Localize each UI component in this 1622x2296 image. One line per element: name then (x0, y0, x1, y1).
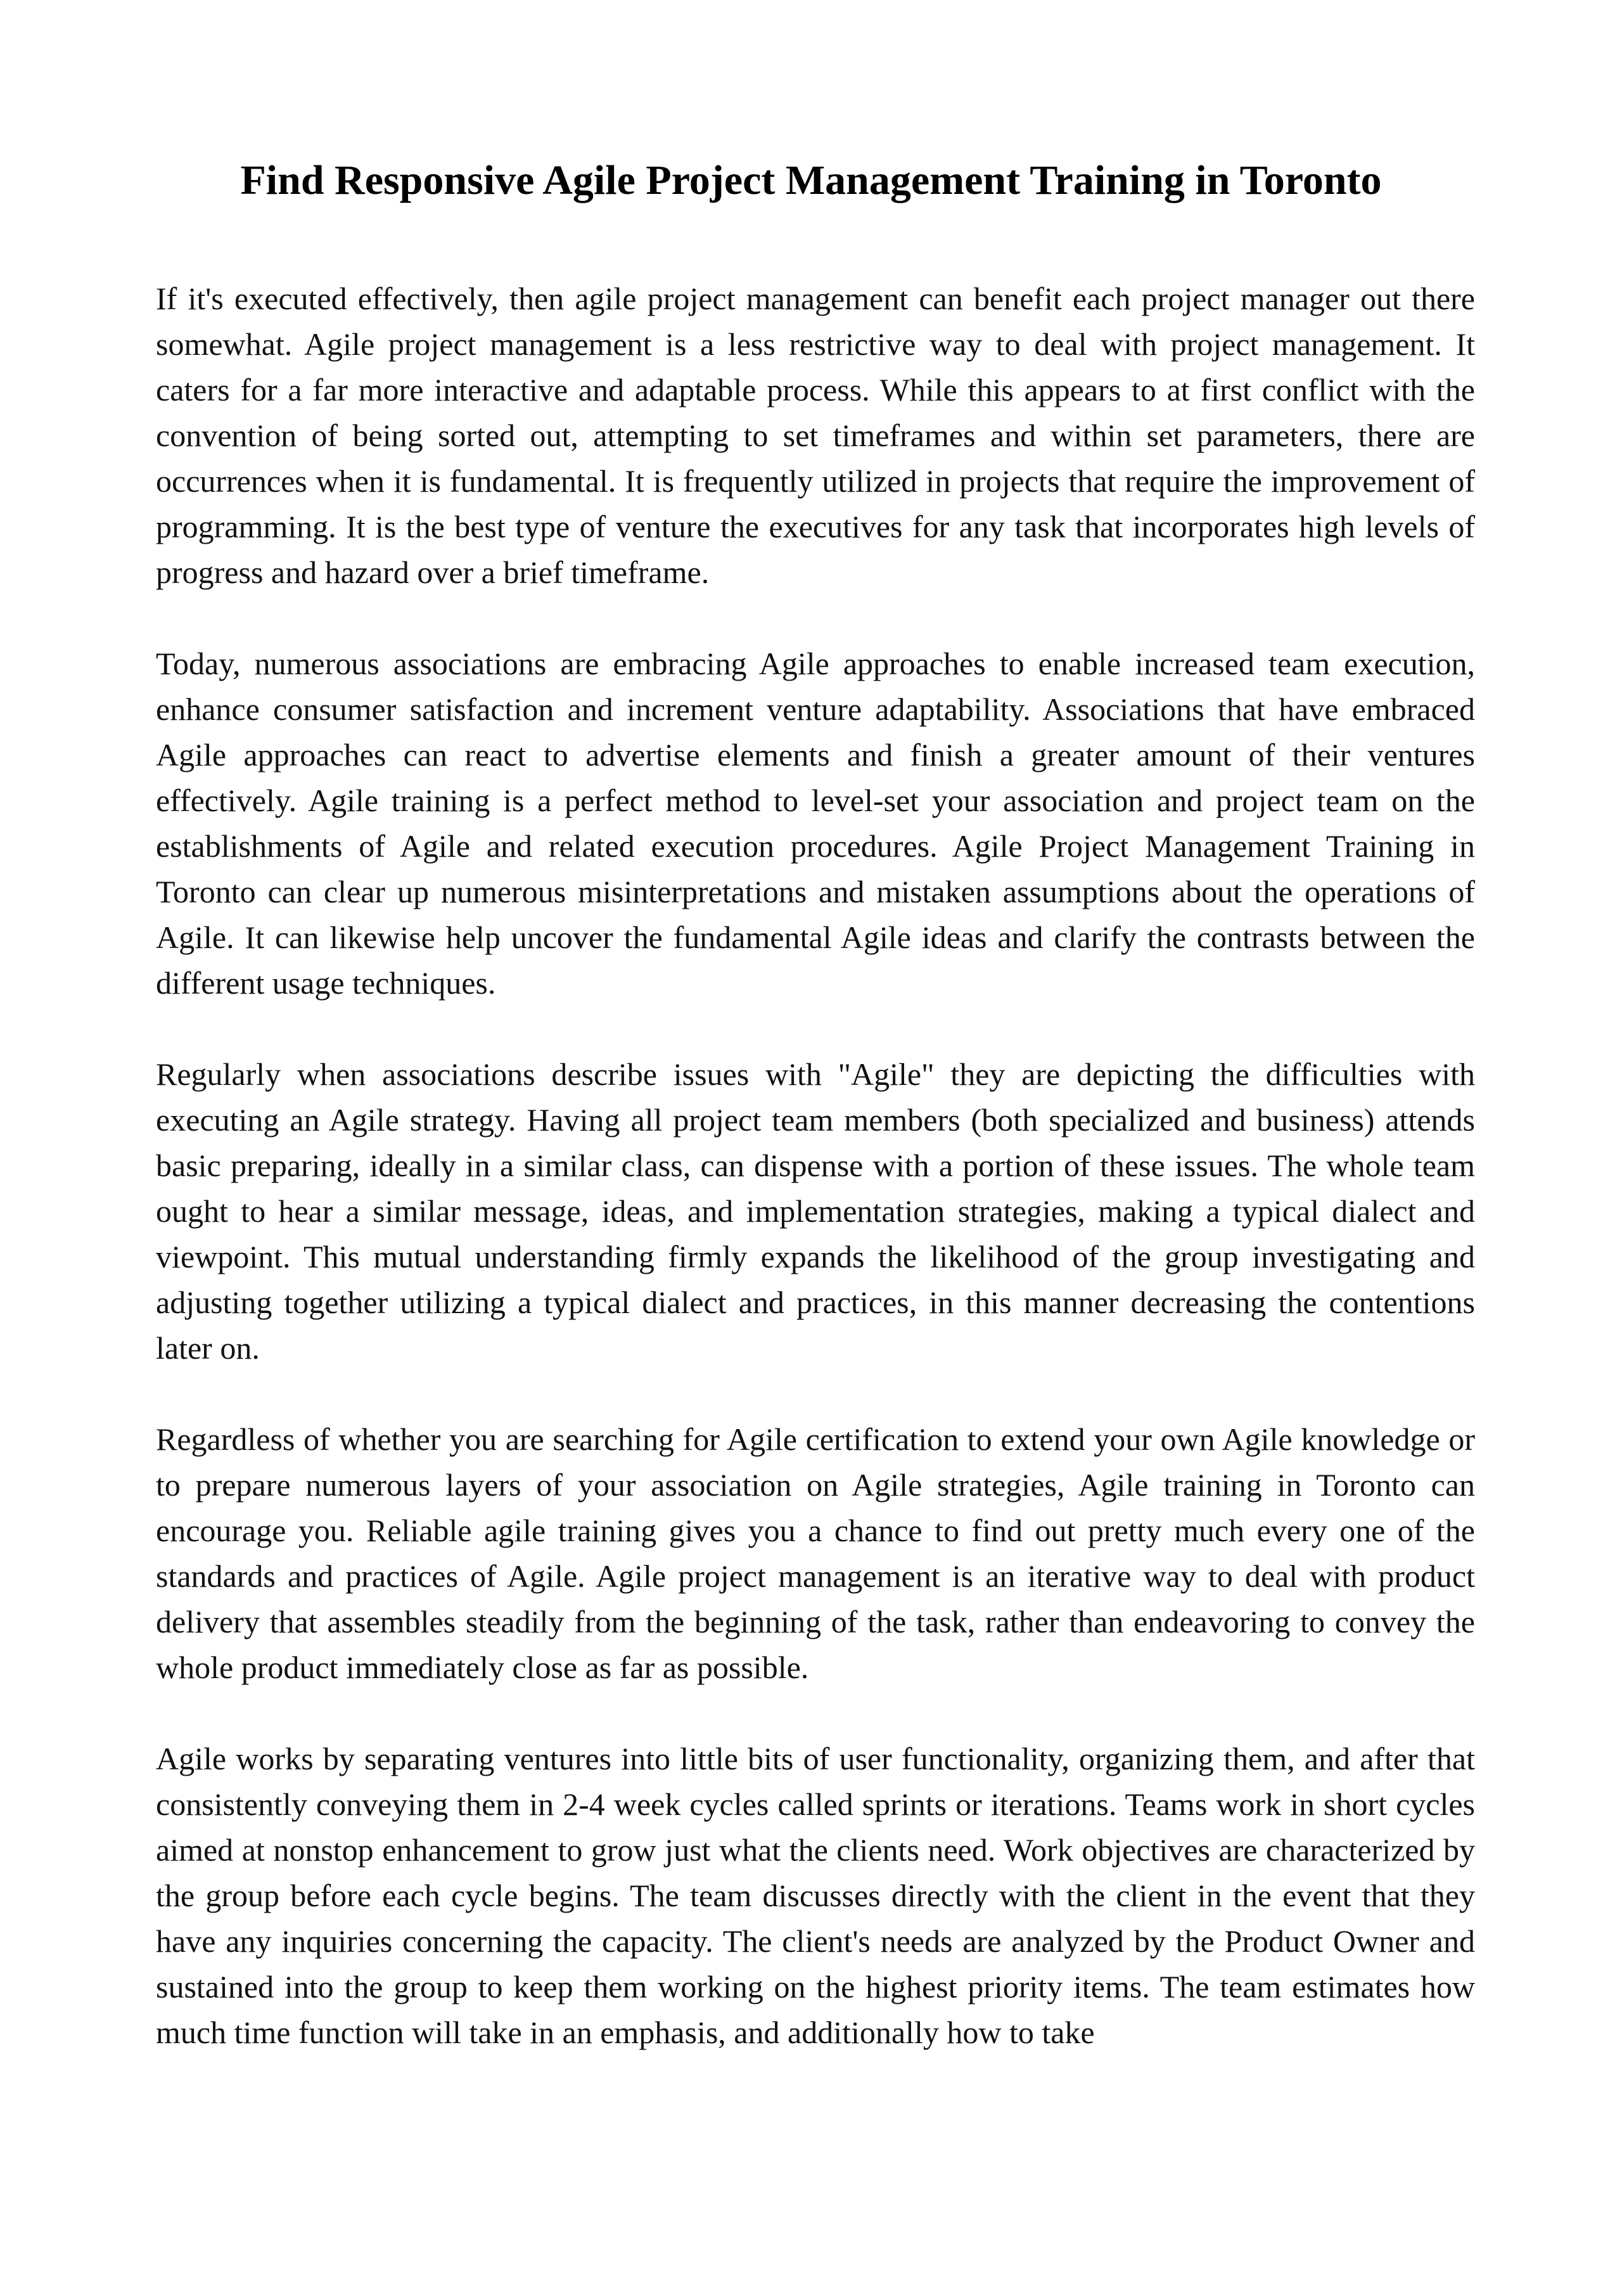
paragraph-1: If it's executed effectively, then agile project management can benefit each project manager out there somewhat. Agile project management is a less restrictive way to deal with project management. It caters for a far more interactive and adaptable process. While this appears to at first conflict with the convention of being sorted out, attempting to set timeframes and within set parameters, there are occurrences when it is fundamental. It is frequently utilized in projects that require the improvement of programming. It is the best type of venture the executives for any task that incorporates high levels of progress and hazard over a brief timeframe. (156, 281, 1475, 590)
document-title: Find Responsive Agile Project Management Training in Toronto (240, 157, 1382, 203)
paragraph-5: Agile works by separating ventures into little bits of user functionality, organizing them, and after that consistently conveying them in 2-4 week cycles called sprints or iterations. Teams work in short cycles aimed at nonstop enhancement to grow just what the clients need. Work objectives are characterized by the group before each cycle begins. The team discusses directly with the client in the event that they have any inquiries concerning the capacity. The client's needs are analyzed by the Product Owner and sustained into the group to keep them working on the highest priority items. The team estimates how much time function will take in an emphasis, and additionally how to take (156, 1741, 1475, 2050)
paragraph-3: Regularly when associations describe issues with "Agile" they are depicting the difficulties with executing an Agile strategy. Having all project team members (both specialized and business) attends basic preparing, ideally in a similar class, can dispense with a portion of these issues. The whole team ought to hear a similar message, ideas, and implementation strategies, making a typical dialect and viewpoint. This mutual understanding firmly expands the likelihood of the group investigating and adjusting together utilizing a typical dialect and practices, in this manner decreasing the contentions later on. (156, 1056, 1475, 1366)
paragraph-2: Today, numerous associations are embracing Agile approaches to enable increased team execution, enhance consumer satisfaction and increment venture adaptability. Associations that have embraced Agile approaches can react to advertise elements and finish a greater amount of their ventures effectively. Agile training is a perfect method to level-set your association and project team on the establishments of Agile and related execution procedures. Agile Project Management Training in Toronto can clear up numerous misinterpretations and mistaken assumptions about the operations of Agile. It can likewise help uncover the fundamental Agile ideas and clarify the contrasts between the different usage techniques. (156, 646, 1475, 1001)
document-body (156, 276, 1475, 2101)
paragraph-4: Regardless of whether you are searching for Agile certification to extend your own Agile knowledge or to prepare numerous layers of your association on Agile strategies, Agile training in Toronto can encourage you. Reliable agile training gives you a chance to find out pretty much every one of the standards and practices of Agile. Agile project management is an iterative way to deal with product delivery that assembles steadily from the beginning of the task, rather than endeavoring to convey the whole product immediately close as far as possible. (156, 1421, 1475, 1685)
